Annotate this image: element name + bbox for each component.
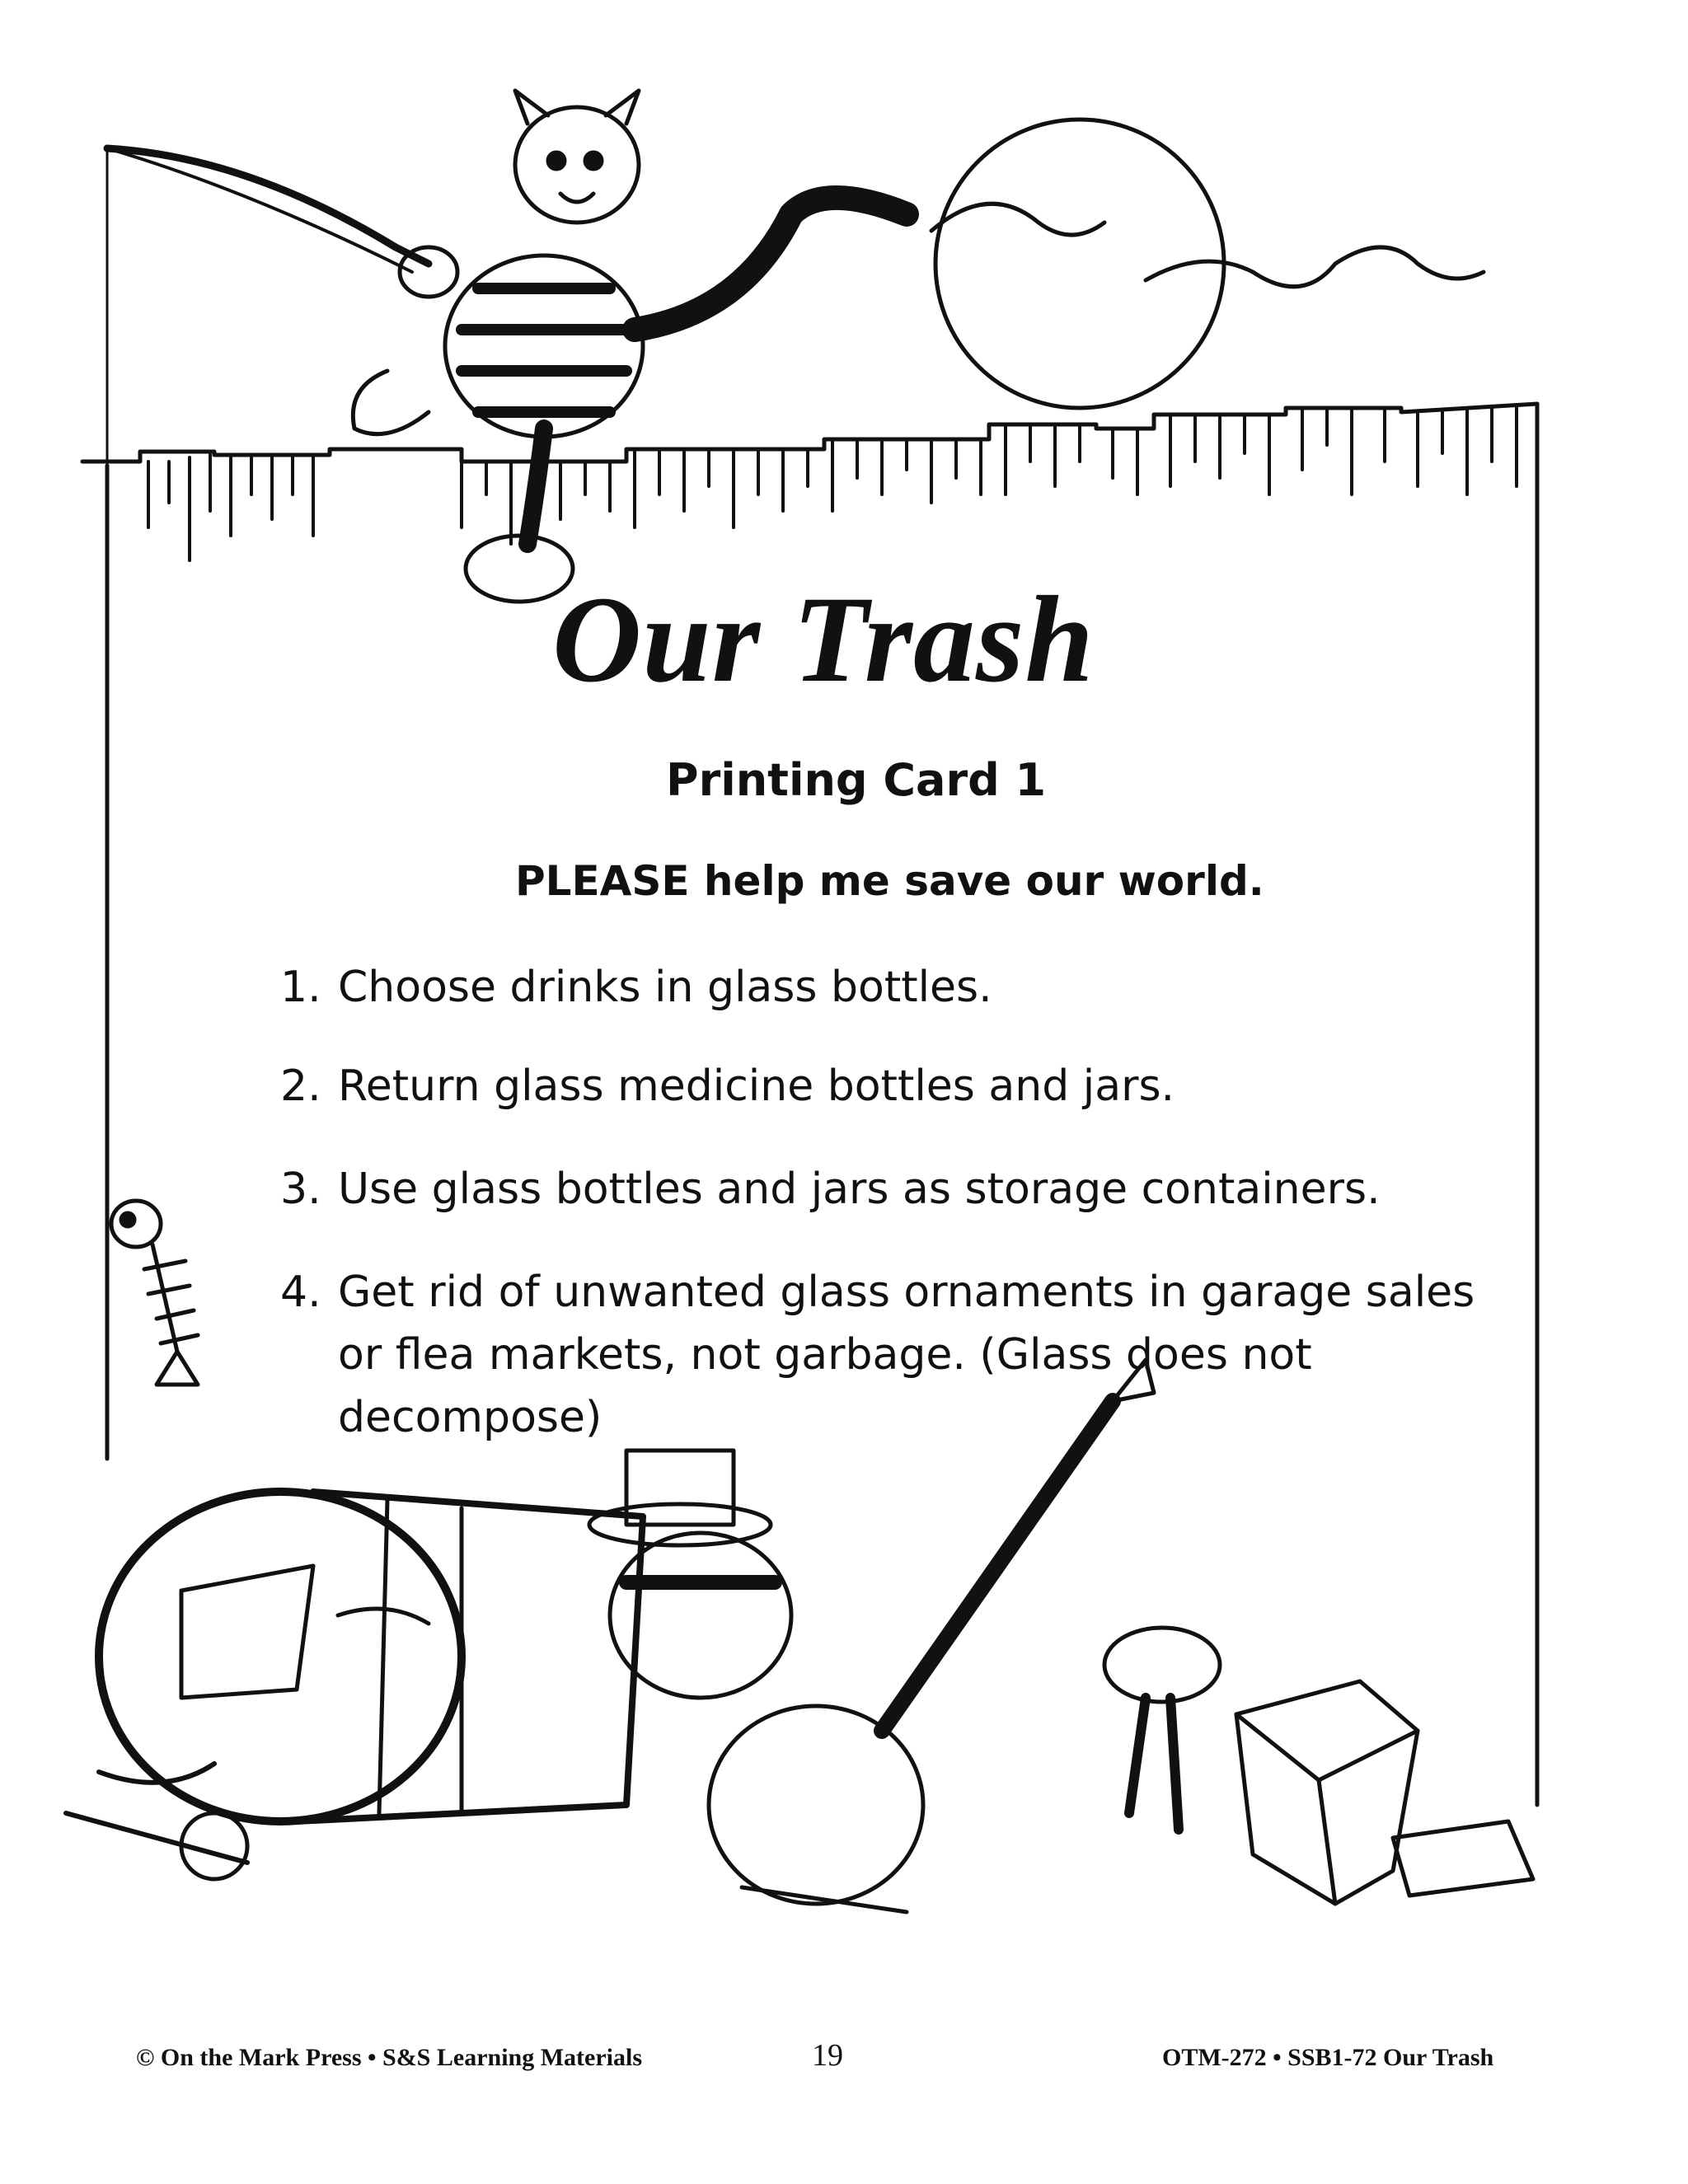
list-item — [280, 1261, 1508, 1449]
page-number: 19 — [812, 2038, 843, 2073]
item-text: Get rid of unwanted glass ornaments in garage sales or flea markets, not garbage. (Glass does not decompose) — [338, 1268, 1475, 1442]
footer-product-code: OTM-272 • SSB1-72 Our Trash — [1162, 2044, 1494, 2071]
list-item — [280, 1158, 1484, 1221]
fishing-cat — [353, 91, 907, 602]
box-and-cans — [1104, 1628, 1533, 1904]
fish-skeleton — [111, 1201, 198, 1385]
list-item — [280, 1055, 1484, 1118]
item-text: Return glass medicine bottles and jars. — [338, 1062, 1175, 1111]
item-text: Use glass bottles and jars as storage containers. — [338, 1165, 1381, 1214]
list-item — [280, 956, 1484, 1019]
trash-can-illustration — [66, 1492, 643, 1879]
intro-line: PLEASE help me save our world. — [515, 857, 1264, 905]
item-number: 2. — [280, 1062, 321, 1111]
footer-copyright: © On the Mark Press • S&S Learning Materials — [136, 2044, 642, 2071]
fence-top — [82, 404, 1537, 462]
card-label: Printing Card 1 — [666, 754, 1047, 806]
item-number: 4. — [280, 1268, 321, 1317]
wind-curls — [931, 204, 1484, 287]
item-text: Choose drinks in glass bottles. — [338, 963, 992, 1012]
page-title: Our Trash — [552, 571, 1095, 708]
item-number: 3. — [280, 1165, 321, 1214]
item-number: 1. — [280, 963, 321, 1012]
